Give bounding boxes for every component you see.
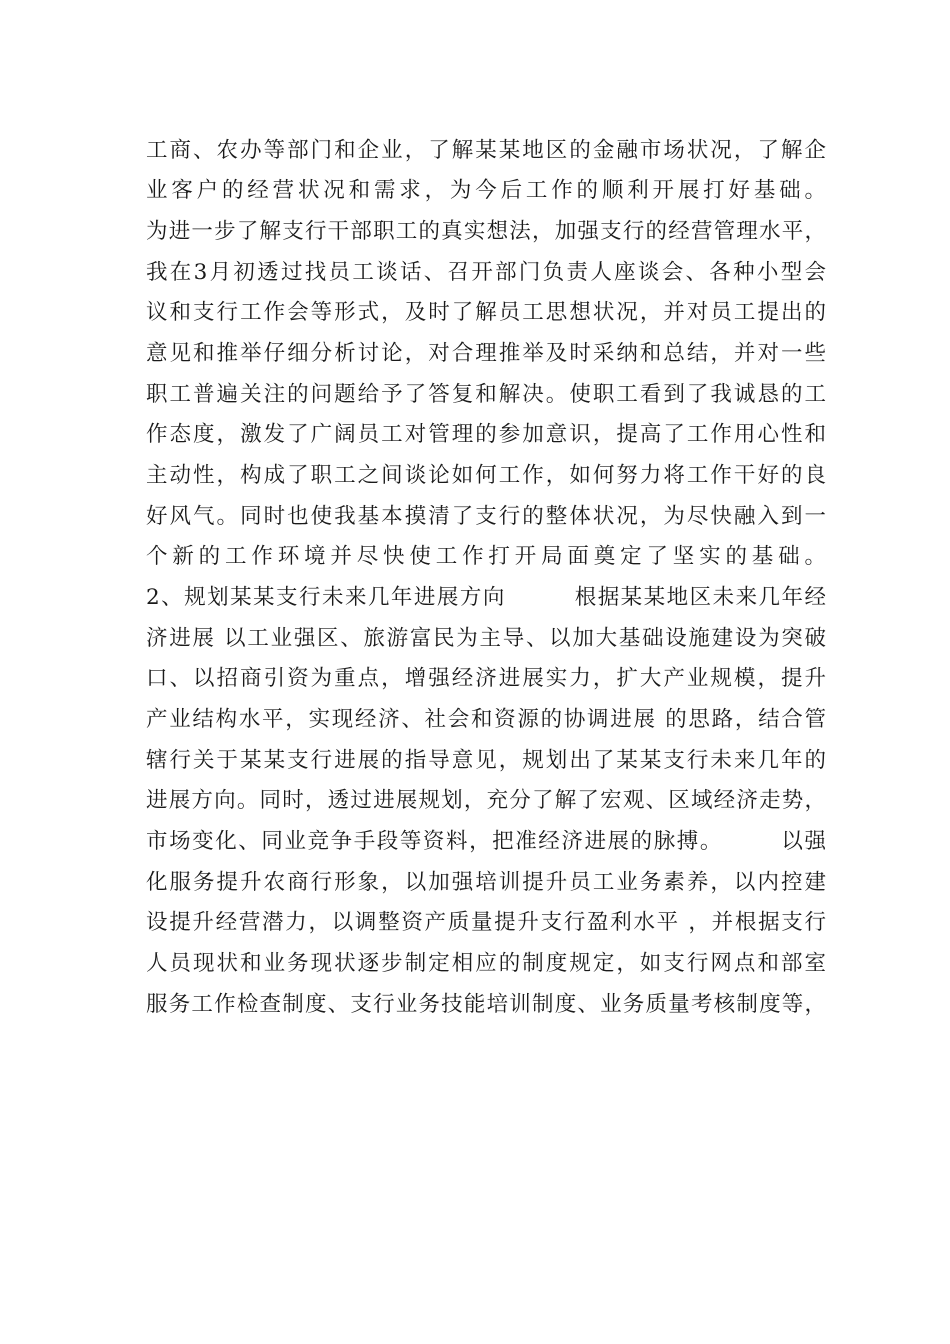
text-line: 化服务提升农商行形象，以加强培训提升员工业务素养，以内控建 xyxy=(146,870,826,895)
text-line: 为进一步了解支行干部职工的真实想法，加强支行的经营管理水平， xyxy=(146,219,826,244)
text-line: 设提升经营潜力，以调整资产质量提升支行盈利水平 ，并根据支行 xyxy=(146,910,826,935)
text-line: 工商、农办等部门和企业，了解某某地区的金融市场状况，了解企 xyxy=(146,138,826,163)
text-line: 业客户的经营状况和需求，为今后工作的顺利开展打好基础。 xyxy=(146,178,826,203)
text-line: 个新的工作环境并尽快使工作打开局面奠定了坚实的基础。 xyxy=(146,544,826,569)
text-line: 人员现状和业务现状逐步制定相应的制度规定，如支行网点和部室 xyxy=(146,951,826,976)
text-line: 议和支行工作会等形式，及时了解员工思想状况，并对员工提出的 xyxy=(146,300,826,325)
text-line: 我在3月初透过找员工谈话、召开部门负责人座谈会、各种小型会 xyxy=(146,260,826,285)
text-line: 服务工作检查制度、支行业务技能培训制度、业务质量考核制度等， xyxy=(146,992,826,1017)
text-line: 产业结构水平，实现经济、社会和资源的协调进展 的思路，结合管 xyxy=(146,707,826,732)
text-line: 口、以招商引资为重点，增强经济进展实力，扩大产业规模，提升 xyxy=(146,666,826,691)
text-line: 意见和推举仔细分析讨论，对合理推举及时采纳和总结，并对一些 xyxy=(146,341,826,366)
text-line: 2、规划某某支行未来几年进展方向 根据某某地区未来几年经 xyxy=(146,585,826,610)
text-line: 作态度，激发了广阔员工对管理的参加意识，提高了工作用心性和 xyxy=(146,422,826,447)
text-line: 好风气。同时也使我基本摸清了支行的整体状况，为尽快融入到一 xyxy=(146,504,826,529)
text-line: 进展方向。同时，透过进展规划，充分了解了宏观、区域经济走势， xyxy=(146,788,826,813)
text-line: 市场变化、同业竞争手段等资料，把准经济进展的脉搏。 以强 xyxy=(146,829,826,854)
text-line: 辖行关于某某支行进展的指导意见，规划出了某某支行未来几年的 xyxy=(146,748,826,773)
text-line: 职工普遍关注的问题给予了答复和解决。使职工看到了我诚恳的工 xyxy=(146,382,826,407)
text-line: 济进展 以工业强区、旅游富民为主导、以加大基础设施建设为突破 xyxy=(146,626,826,651)
text-line: 主动性，构成了职工之间谈论如何工作，如何努力将工作干好的良 xyxy=(146,463,826,488)
